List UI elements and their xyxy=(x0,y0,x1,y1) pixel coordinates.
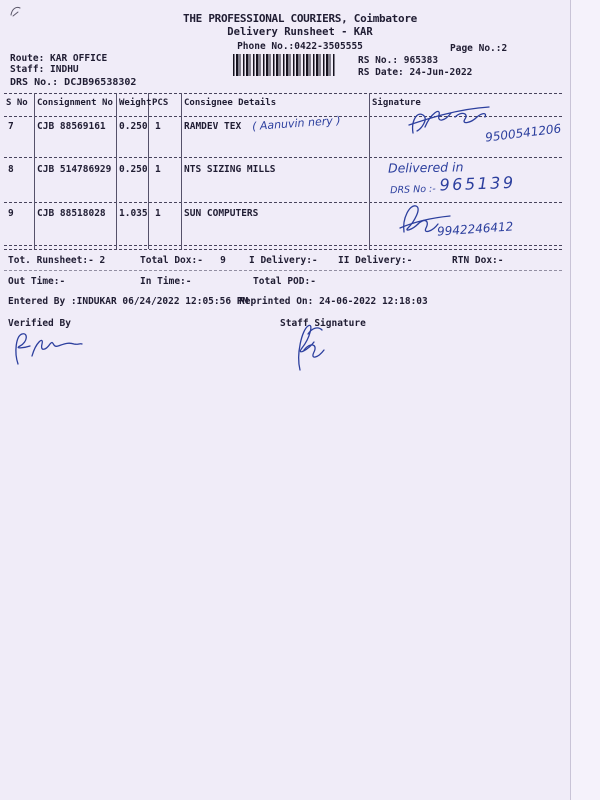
column-rule xyxy=(34,93,35,249)
cell-pcs: 1 xyxy=(155,121,161,132)
entered-by: Entered By :INDUKAR 06/24/2022 12:05:56 PM xyxy=(8,296,249,307)
out-time: Out Time:- xyxy=(8,276,66,287)
col-header-weight: Weight xyxy=(119,98,152,108)
cell-consignment: CJB 514786929 xyxy=(37,164,112,175)
col-header-consignment: Consignment No xyxy=(37,98,113,108)
signature-verified-by xyxy=(6,328,86,370)
ii-delivery: II Delivery:- xyxy=(338,255,413,266)
total-dox: Total Dox:- 9 xyxy=(140,255,226,266)
table-rule-top xyxy=(4,93,562,94)
col-header-sno: S No xyxy=(6,98,28,108)
phone-number: Phone No.:0422-3505555 xyxy=(237,41,363,52)
col-header-pcs: PCS xyxy=(152,98,169,108)
rs-number: RS No.: 965383 xyxy=(358,55,439,66)
table-rule-bottom1 xyxy=(4,245,562,246)
cell-weight: 0.250 xyxy=(119,121,148,132)
total-runsheet: Tot. Runsheet:- 2 xyxy=(8,255,106,266)
total-pod: Total POD:- xyxy=(253,276,316,287)
cell-consignment: CJB 88518028 xyxy=(37,208,106,219)
scan-fold-line xyxy=(570,0,571,800)
rtn-dox: RTN Dox:- xyxy=(452,255,504,266)
handwritten-phone: 9942246412 xyxy=(436,219,514,239)
column-rule xyxy=(148,93,149,249)
i-delivery: I Delivery:- xyxy=(249,255,318,266)
table-rule-row1 xyxy=(4,157,562,158)
cell-consignment: CJB 88569161 xyxy=(37,121,106,132)
route-label: Route: KAR OFFICE xyxy=(10,53,108,64)
rs-date: RS Date: 24-Jun-2022 xyxy=(358,67,473,78)
col-header-signature: Signature xyxy=(372,98,421,108)
handwritten-note: ( Aanuvin nery ) xyxy=(251,113,341,134)
handwritten-phone: 9500541206 xyxy=(484,121,562,145)
cell-pcs: 1 xyxy=(155,208,161,219)
cell-sno: 8 xyxy=(8,164,14,175)
cell-sno: 7 xyxy=(8,121,14,132)
verified-by-label: Verified By xyxy=(8,318,71,329)
column-rule xyxy=(181,93,182,249)
table-rule-bottom2 xyxy=(4,249,562,250)
cell-consignee: NTS SIZING MILLS xyxy=(184,164,276,175)
handwritten-delivered-note: Delivered in xyxy=(387,159,464,176)
cell-consignee: RAMDEV TEX xyxy=(184,121,242,132)
scan-edge-strip xyxy=(571,0,600,800)
column-rule xyxy=(116,93,117,249)
drs-number: DRS No.: DCJB96538302 xyxy=(10,77,137,88)
cell-consignee: SUN COMPUTERS xyxy=(184,208,259,219)
staff-label: Staff: INDHU xyxy=(10,64,79,75)
cell-weight: 0.250 xyxy=(119,164,148,175)
doc-subtitle: Delivery Runsheet - KAR xyxy=(227,26,373,38)
handwritten-drs-ref xyxy=(390,173,516,196)
signature-row-7 xyxy=(405,103,495,143)
summary-rule xyxy=(4,270,562,271)
column-rule xyxy=(369,93,370,249)
doc-title: THE PROFESSIONAL COURIERS, Coimbatore xyxy=(183,12,417,25)
signature-staff xyxy=(278,320,336,374)
cell-pcs: 1 xyxy=(155,164,161,175)
in-time: In Time:- xyxy=(140,276,192,287)
reprinted-on: Reprinted On: 24-06-2022 12:18:03 xyxy=(239,296,428,307)
cell-weight: 1.035 xyxy=(119,208,148,219)
staff-signature-label: Staff Signature xyxy=(280,318,366,329)
cell-sno: 9 xyxy=(8,208,14,219)
table-rule-row2 xyxy=(4,202,562,203)
col-header-consignee: Consignee Details xyxy=(184,98,277,108)
page-number: Page No.:2 xyxy=(450,43,508,54)
handwritten-drs-label: DRS No :- xyxy=(389,183,436,197)
barcode xyxy=(233,54,335,76)
handwritten-drs-number: 965139 xyxy=(439,172,516,195)
